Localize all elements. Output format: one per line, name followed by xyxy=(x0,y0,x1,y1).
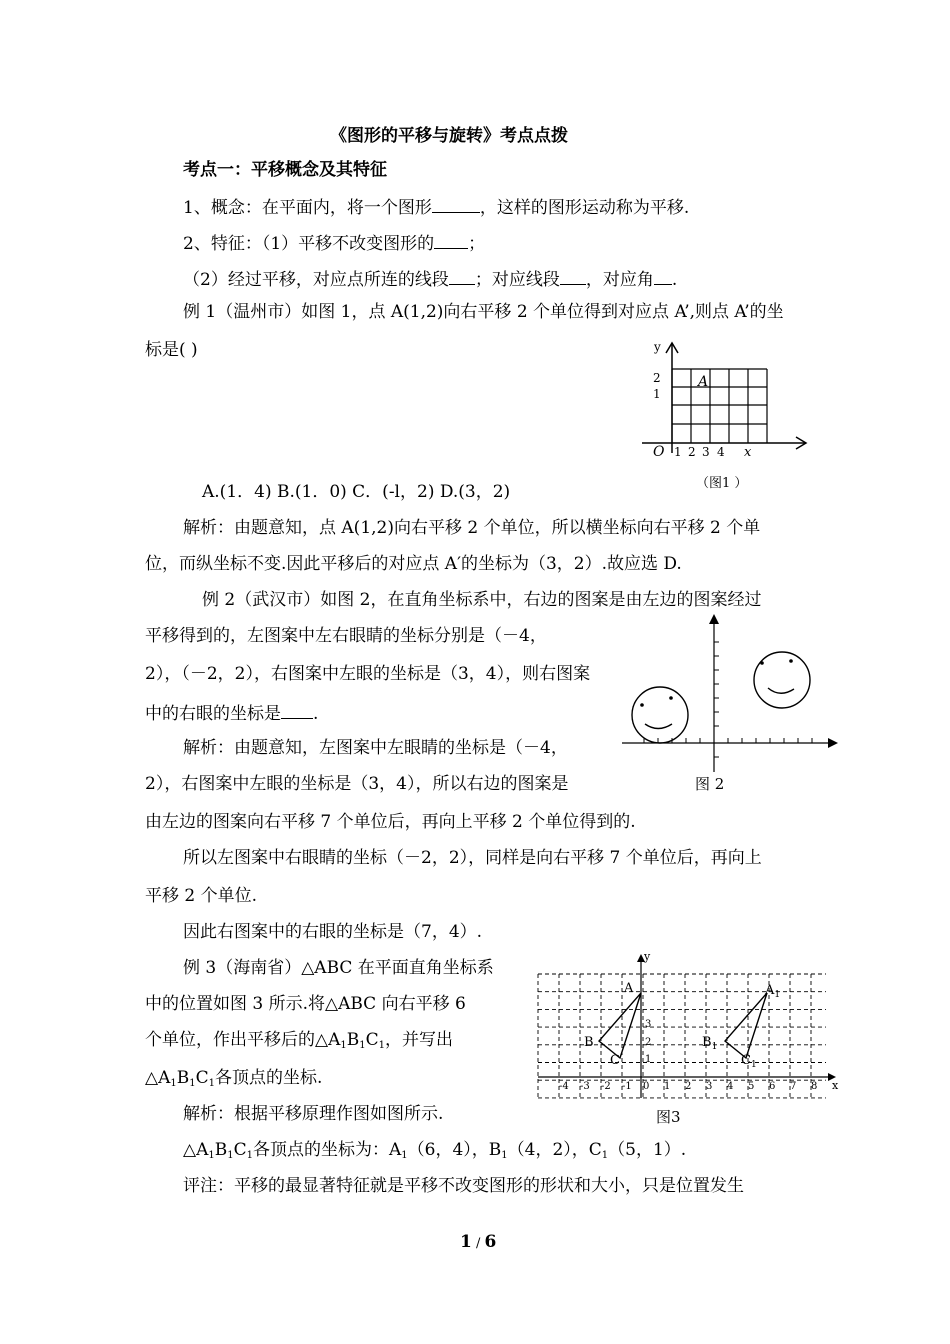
fill-blank[interactable] xyxy=(654,268,672,285)
figure3-x-tick: 5 xyxy=(748,1081,755,1092)
example3-line3: 个单位，作出平移后的$\triangle A_1B_1C_1$，并写出 xyxy=(145,1030,453,1051)
figure2-caption: 图 2 xyxy=(695,775,725,793)
figure1-grid-chart xyxy=(638,335,818,495)
example2-line4: 中的右眼的坐标是 . xyxy=(145,704,319,724)
figure3-label-C: C xyxy=(610,1053,620,1068)
figure3-x-tick: 3 xyxy=(706,1081,713,1092)
triangle-ABC xyxy=(599,993,641,1058)
example3-line2: 中的位置如图 3 所示.将△ABC 向右平移 6 xyxy=(145,994,466,1014)
figure3-caption: 图3 xyxy=(656,1108,681,1126)
figure1-x-tick: 3 xyxy=(702,445,710,459)
figure3-x-tick: 2 xyxy=(685,1081,692,1092)
example2-analysis5: 平移 2 个单位. xyxy=(145,886,258,906)
example2-analysis1: 解析：由题意知，左图案中左眼睛的坐标是（－4， xyxy=(183,738,568,758)
page-number: 1 / 6 xyxy=(460,1232,497,1252)
fill-blank[interactable] xyxy=(434,232,468,249)
figure3-label-B: B xyxy=(584,1035,594,1050)
example2-line2: 平移得到的，左图案中左右眼睛的坐标分别是（－4， xyxy=(145,626,547,646)
example1-line2: 标是( ) xyxy=(145,340,198,360)
figure3-y-label: y xyxy=(644,950,651,963)
figure1-point-A: A xyxy=(698,374,709,390)
figure3-x-tick: -2 xyxy=(601,1081,611,1092)
figure1-y-tick: 2 xyxy=(653,371,661,385)
example3-line1: 例 3（海南省）△ABC 在平面直角坐标系 xyxy=(183,958,494,978)
figure3-x-tick: 1 xyxy=(664,1081,671,1092)
figure3-x-tick: -4 xyxy=(559,1081,569,1092)
example3-comment: 评注：平移的最显著特征就是平移不改变图形的形状和大小，只是位置发生 xyxy=(183,1176,744,1196)
left-eye xyxy=(640,703,644,707)
figure2-smiley-chart xyxy=(620,612,840,797)
concept-line: 1、概念：在平面内，将一个图形 ，这样的图形运动称为平移. xyxy=(183,198,690,218)
figure1-x-label: x xyxy=(744,445,752,460)
figure3-label-C1: $C_1$ xyxy=(741,1053,757,1070)
figure3-x-tick: 4 xyxy=(727,1081,734,1092)
figure3-label-A1: $A_1$ xyxy=(765,983,781,1000)
left-face xyxy=(632,687,688,743)
feature2-line: （2）经过平移，对应点所连的线段 ；对应线段 ，对应角 . xyxy=(183,270,678,290)
figure3-x-tick: -3 xyxy=(580,1081,590,1092)
right-eye xyxy=(789,659,793,663)
page-title: 《图形的平移与旋转》考点点拨 xyxy=(330,126,568,146)
figure1-y-label: y xyxy=(654,340,661,354)
triangle-A1B1C1 xyxy=(725,993,767,1058)
example2-analysis2: 2），右图案中左眼的坐标是（3，4），所以右边的图案是 xyxy=(145,774,569,794)
figure1-origin: O xyxy=(653,444,665,460)
example2-analysis3: 由左边的图案向右平移 7 个单位后，再向上平移 2 个单位得到的. xyxy=(145,812,636,832)
example1-line1: 例 1（温州市）如图 1，点 A(1,2)向右平移 2 个单位得到对应点 A’,则点 A’的坐 xyxy=(183,302,784,322)
figure3-label-A: A xyxy=(624,981,634,996)
figure3-x-tick: -1 xyxy=(622,1081,632,1092)
example1-analysis2: 位，而纵坐标不变.因此平移后的对应点 A′的坐标为（3，2）.故应选 D. xyxy=(145,554,682,574)
figure3-y-tick: 2 xyxy=(645,1037,652,1048)
figure3-grid-chart xyxy=(536,948,848,1130)
example3-analysis: 解析：根据平移原理作图如图所示. xyxy=(183,1104,444,1124)
example2-line3: 2），（－2，2），右图案中左眼的坐标是（3，4），则右图案 xyxy=(145,664,591,684)
fill-blank[interactable] xyxy=(432,196,480,213)
feature1-line: 2、特征：（1）平移不改变图形的 ； xyxy=(183,234,486,254)
figure3-x-tick: 7 xyxy=(790,1081,797,1092)
figure1-x-tick: 2 xyxy=(688,445,696,459)
example2-line1: 例 2（武汉市）如图 2，在直角坐标系中，右边的图案是由左边的图案经过 xyxy=(202,590,762,610)
left-mouth xyxy=(645,724,672,729)
figure3-x-tick: 0 xyxy=(643,1081,650,1092)
figure1-y-tick: 1 xyxy=(653,387,661,401)
figure3-y-tick: 3 xyxy=(645,1019,652,1030)
figure3-x-tick: 6 xyxy=(769,1081,776,1092)
example2-conclusion: 因此右图案中的右眼的坐标是（7，4）. xyxy=(183,922,483,942)
section-heading: 考点一：平移概念及其特征 xyxy=(183,160,387,180)
figure3-label-B1: $B_1$ xyxy=(702,1035,718,1052)
example3-line4: $\triangle A_1B_1C_1$各顶点的坐标. xyxy=(145,1068,323,1089)
fill-blank[interactable] xyxy=(560,268,586,285)
figure1-x-tick: 1 xyxy=(674,445,682,459)
figure1-caption: （图1 ） xyxy=(696,476,748,491)
fill-blank[interactable] xyxy=(281,702,313,719)
example1-options: A.(1．4) B.(1．0) C．(-l，2) D.(3，2) xyxy=(202,482,511,502)
fill-blank[interactable] xyxy=(449,268,475,285)
figure3-y-tick: 1 xyxy=(645,1054,652,1065)
right-mouth xyxy=(768,688,794,693)
right-eye xyxy=(669,696,673,700)
example3-answer: $\triangle A_1B_1C_1$各顶点的坐标为：$A_1(6$，4），$B_1(4$，2），$C_1(5$，1）. xyxy=(183,1140,687,1161)
figure3-x-label: x xyxy=(832,1079,839,1092)
example1-analysis1: 解析：由题意知，点 A(1,2)向右平移 2 个单位，所以横坐标向右平移 2 个单 xyxy=(183,518,761,538)
right-face xyxy=(754,652,810,708)
figure1-x-tick: 4 xyxy=(717,445,725,459)
example2-analysis4: 所以左图案中右眼睛的坐标（－2，2），同样是向右平移 7 个单位后，再向上 xyxy=(183,848,762,868)
figure3-x-tick: 8 xyxy=(811,1081,818,1092)
left-eye xyxy=(760,661,764,665)
